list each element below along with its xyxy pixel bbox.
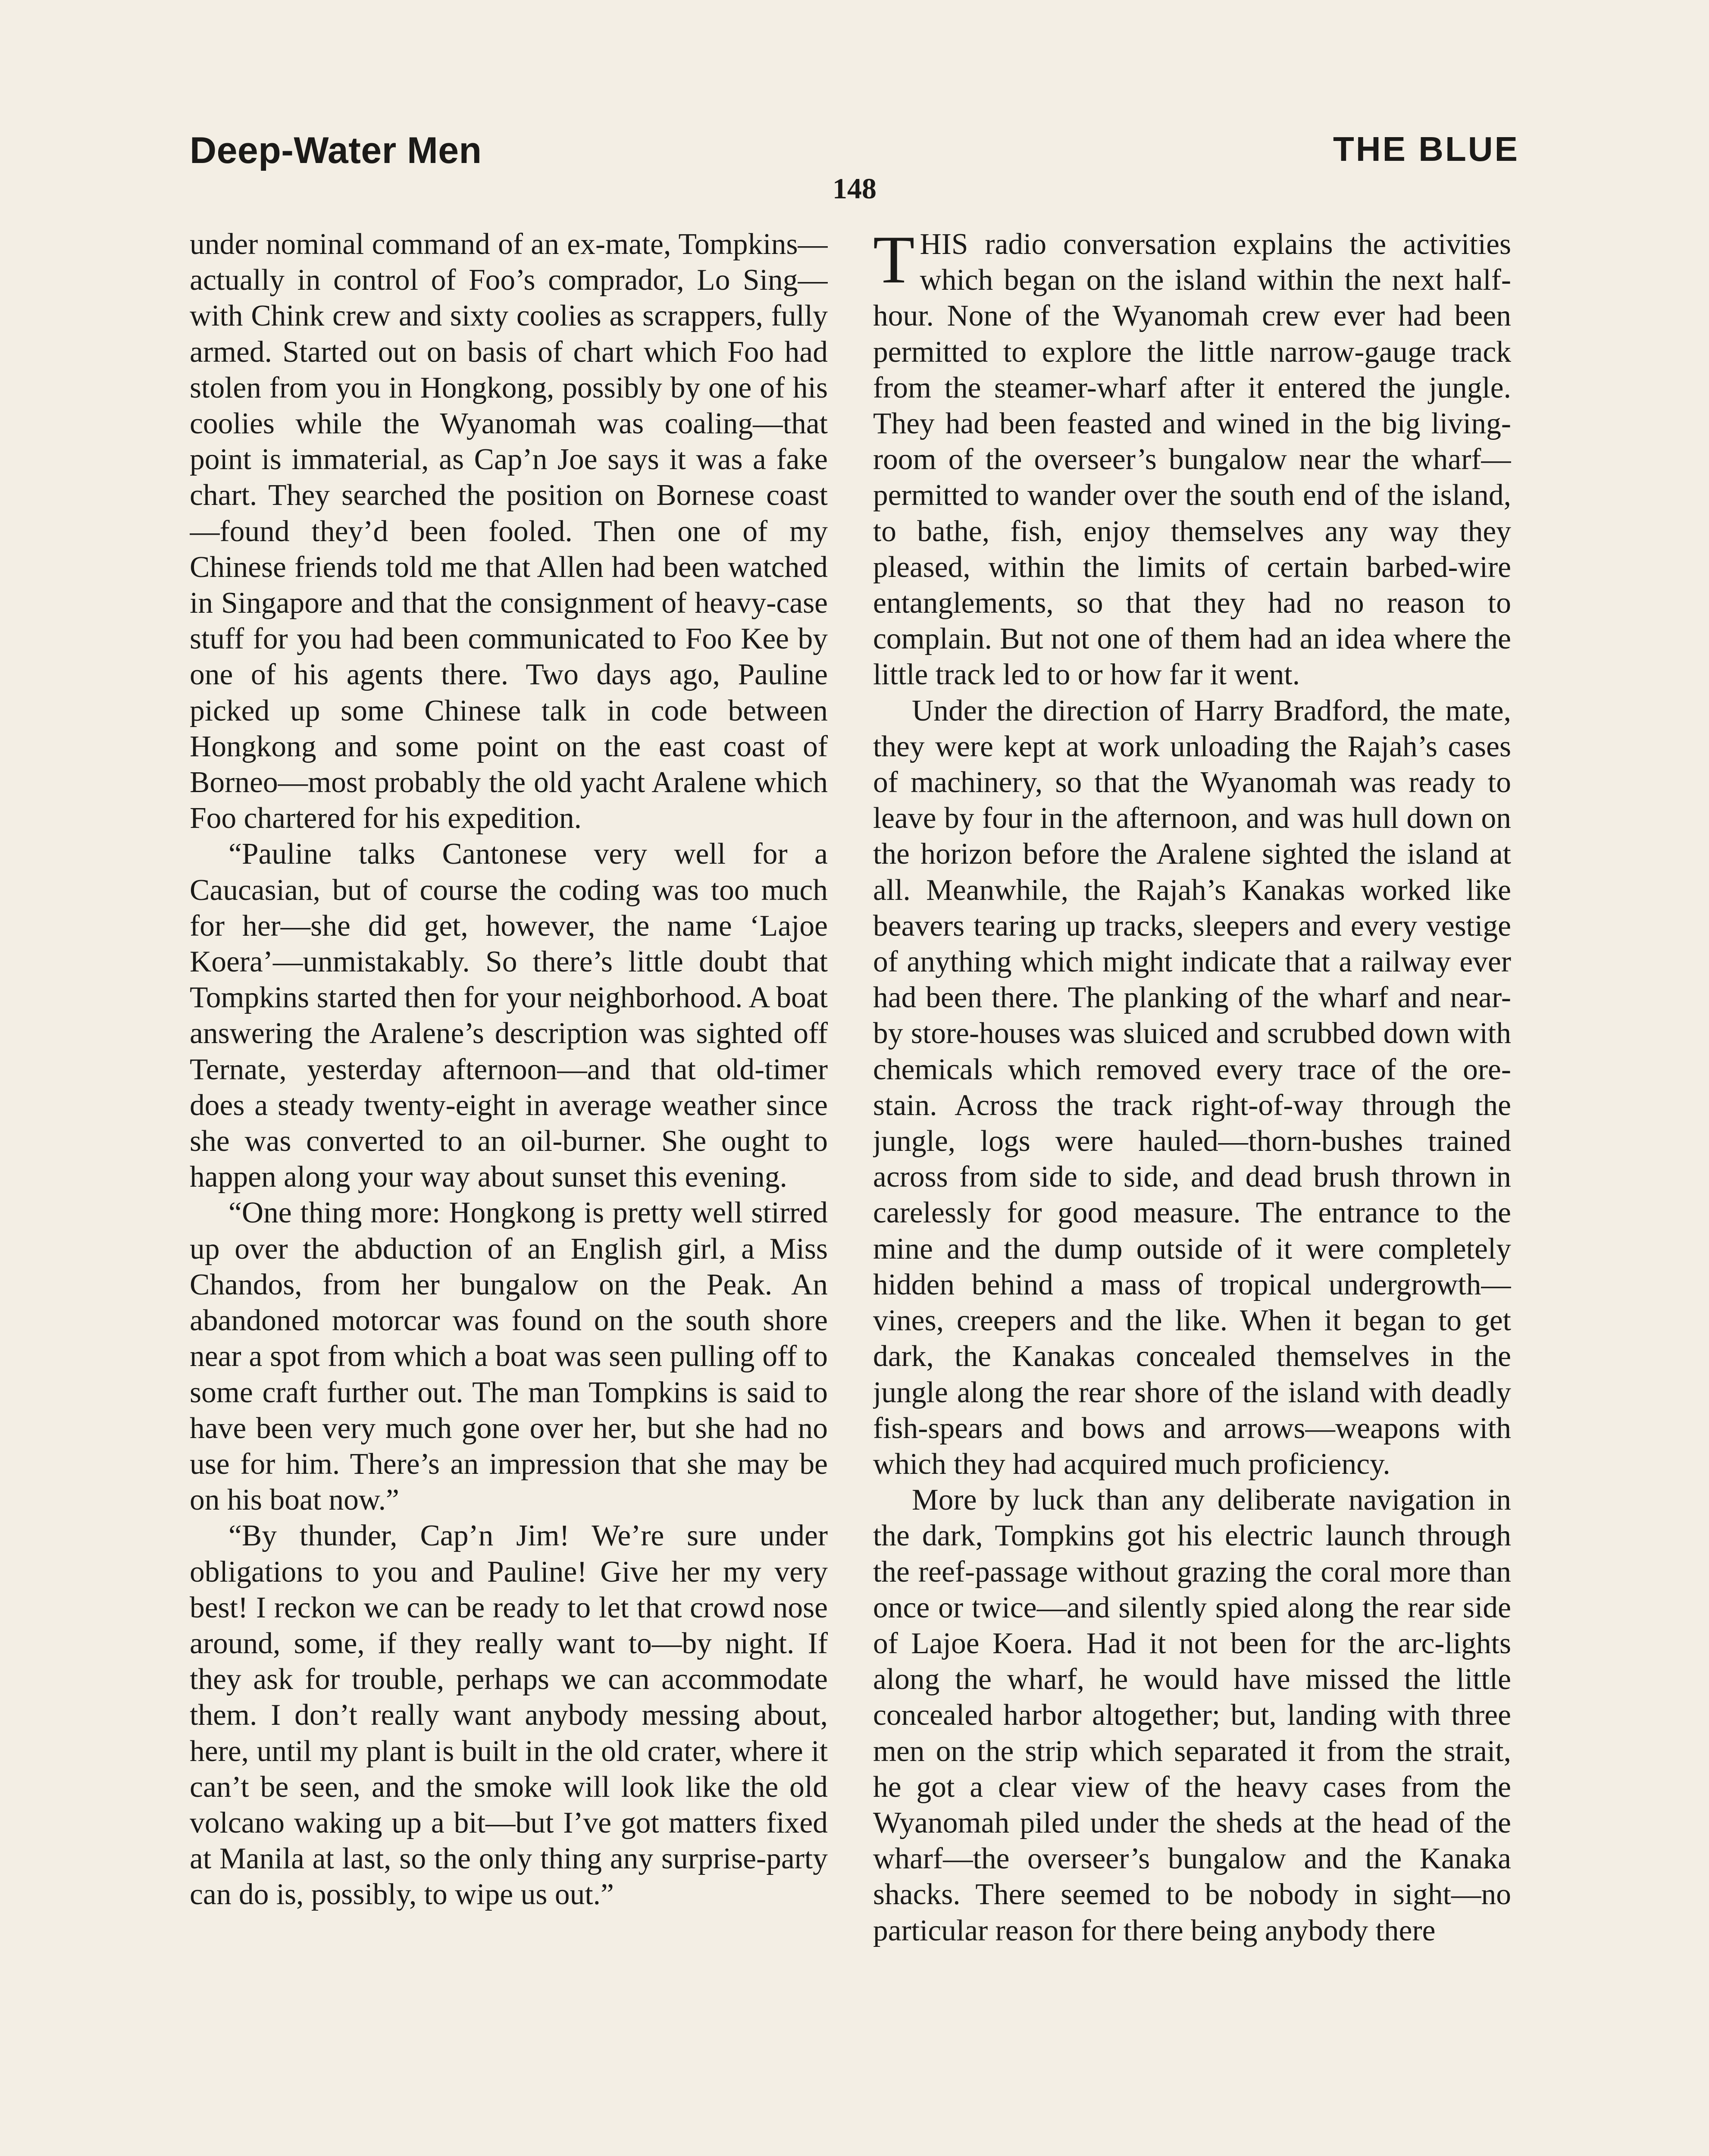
paragraph: HIS radio conversation explains the activities which began on the island within the next half-hour. None of the Wyanomah crew ever had been permitted to explore the little narrow-gauge track from the steamer-wharf after it entered the jungle. They had been feasted and wined in the big living-room of the overseer’s bungalow near the wharf—permitted to wander over the south end of the island, to bathe, fish, enjoy themselves any way they pleased, within the limits of certain barbed-wire entanglements, so that they had no reason to complain. But not one of them had an idea where the little track led to or how far it went. (873, 228, 1511, 692)
drop-cap: T (873, 226, 915, 298)
paragraph: “Pauline talks Cantonese very well for a Caucasian, but of course the coding was too much for her—she did get, however, the name ‘Lajoe Koera’—unmistakably. So there’s little doubt that Tompkins started then for your neighborhood. A boat answering the Aralene’s description was sighted off Ternate, yesterday afternoon—and that old-timer does a steady twenty-eight in average weather since she was converted to an oil-burner. She ought to happen along your way about sunset this evening. (190, 837, 828, 1194)
paragraph: under nominal command of an ex-mate, Tompkins—actually in control of Foo’s comprador, Lo Sing—with Chink crew and sixty coolies as scrappers, fully armed. Started out on basis of chart which Foo had stolen from you in Hongkong, possibly by one of his coolies while the Wyanomah was coaling—that point is immaterial, as Cap’n Joe says it was a fake chart. They searched the position on Bornese coast—found they’d been fooled. Then one of my Chinese friends told me that Allen had been watched in Singapore and that the consignment of heavy-case stuff for you had been communicated to Foo Kee by one of his agents there. Two days ago, Pauline picked up some Chinese talk in code between Hongkong and some point on the east coast of Borneo—most probably the old yacht Aralene which Foo chartered for his expedition. (190, 228, 828, 835)
page-number: 148 (833, 172, 876, 205)
paragraph: “By thunder, Cap’n Jim! We’re sure under obligations to you and Pauline! Give her my very best! I reckon we can be ready to let that crowd nose around, some, if they really want to—by night. If they ask for trouble, perhaps we can accommodate them. I don’t really want anybody messing about, here, until my plant is built in the old crater, where it can’t be seen, and the smoke will look like the old volcano waking up a bit—but I’ve got matters fixed at Manila at last, so the only thing any surprise-party can do is, possibly, to wipe us out.” (190, 1519, 828, 1912)
page-header (190, 129, 1519, 205)
paragraph: Under the direction of Harry Bradford, the mate, they were kept at work unloading the Rajah’s cases of machinery, so that the Wyanomah was ready to leave by four in the afternoon, and was hull down on the horizon before the Aralene sighted the island at all. Meanwhile, the Rajah’s Kanakas worked like beavers tearing up tracks, sleepers and every vestige of anything which might indicate that a railway ever had been there. The planking of the wharf and near-by store-houses was sluiced and scrubbed down with chemicals which removed every trace of the ore-stain. Across the track right-of-way through the jungle, logs were hauled—thorn-bushes trained across from side to side, and dead brush thrown in carelessly for good measure. The entrance to the mine and the dump outside of it were completely hidden behind a mass of tropical undergrowth—vines, creepers and the like. When it began to get dark, the Kanakas concealed themselves in the jungle along the rear shore of the island with deadly fish-spears and bows and arrows—weapons with which they had acquired much proficiency. (873, 694, 1511, 1481)
magazine-name: THE BLUE (1333, 130, 1519, 168)
right-column (873, 226, 1511, 2156)
left-column (190, 226, 828, 2156)
running-title: Deep-Water Men (190, 130, 482, 171)
paragraph: More by luck than any deliberate navigation in the dark, Tompkins got his electric launch through the reef-passage without grazing the coral more than once or twice—and silently spied along the rear side of Lajoe Koera. Had it not been for the arc-lights along the wharf, he would have missed the little concealed harbor altogether; but, landing with three men on the strip which separated it from the strait, he got a clear view of the heavy cases from the Wyanomah piled under the sheds at the head of the wharf—the overseer’s bungalow and the Kanaka shacks. There seemed to be nobody in sight—no particular reason for there being anybody there (873, 1483, 1511, 1947)
paragraph: “One thing more: Hongkong is pretty well stirred up over the abduction of an English girl, a Miss Chandos, from her bungalow on the Peak. An abandoned motorcar was found on the south shore near a spot from which a boat was seen pulling off to some craft further out. The man Tompkins is said to have been very much gone over her, but she had no use for him. There’s an impression that she may be on his boat now.” (190, 1196, 828, 1517)
